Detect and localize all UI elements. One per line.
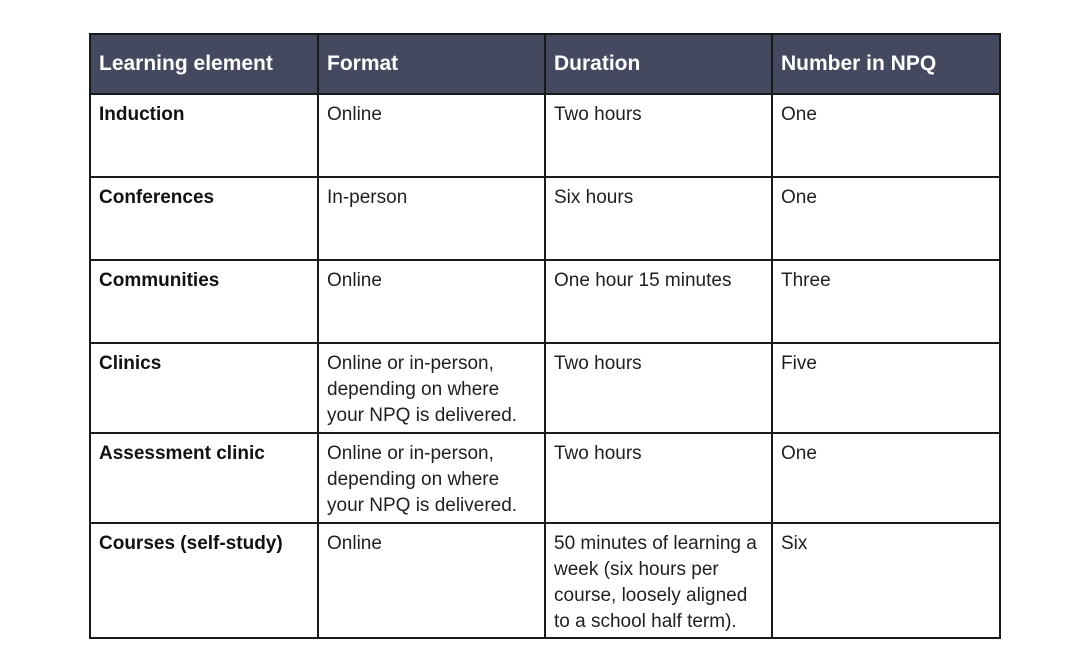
cell-format: Online or in-person, depending on where your NPQ is delivered. bbox=[318, 343, 545, 433]
cell-format: Online or in-person, depending on where your NPQ is delivered. bbox=[318, 433, 545, 523]
cell-learning-element: Assessment clinic bbox=[90, 433, 318, 523]
cell-number: Six bbox=[772, 523, 1000, 638]
table-row bbox=[90, 343, 1000, 433]
cell-learning-element: Communities bbox=[90, 260, 318, 343]
cell-duration: Two hours bbox=[545, 343, 772, 433]
table-body bbox=[90, 94, 1000, 638]
cell-number: Three bbox=[772, 260, 1000, 343]
cell-duration: Two hours bbox=[545, 433, 772, 523]
table-row bbox=[90, 433, 1000, 523]
table-row bbox=[90, 260, 1000, 343]
cell-learning-element: Conferences bbox=[90, 177, 318, 260]
cell-learning-element: Induction bbox=[90, 94, 318, 177]
cell-duration: Six hours bbox=[545, 177, 772, 260]
header-duration: Duration bbox=[545, 34, 772, 94]
header-row bbox=[90, 34, 1000, 94]
header-format: Format bbox=[318, 34, 545, 94]
cell-format: Online bbox=[318, 523, 545, 638]
cell-format: In-person bbox=[318, 177, 545, 260]
table-row bbox=[90, 94, 1000, 177]
header-number-in-npq: Number in NPQ bbox=[772, 34, 1000, 94]
table-row bbox=[90, 177, 1000, 260]
cell-duration: 50 minutes of learning a week (six hours per course, loosely aligned to a school half term). bbox=[545, 523, 772, 638]
cell-number: One bbox=[772, 177, 1000, 260]
cell-duration: Two hours bbox=[545, 94, 772, 177]
cell-format: Online bbox=[318, 94, 545, 177]
header-learning-element: Learning element bbox=[90, 34, 318, 94]
table-header bbox=[90, 34, 1000, 94]
cell-learning-element: Courses (self-study) bbox=[90, 523, 318, 638]
table-row bbox=[90, 523, 1000, 638]
cell-number: Five bbox=[772, 343, 1000, 433]
cell-duration: One hour 15 minutes bbox=[545, 260, 772, 343]
cell-format: Online bbox=[318, 260, 545, 343]
cell-number: One bbox=[772, 433, 1000, 523]
cell-learning-element: Clinics bbox=[90, 343, 318, 433]
cell-number: One bbox=[772, 94, 1000, 177]
npq-learning-table bbox=[89, 33, 1001, 639]
